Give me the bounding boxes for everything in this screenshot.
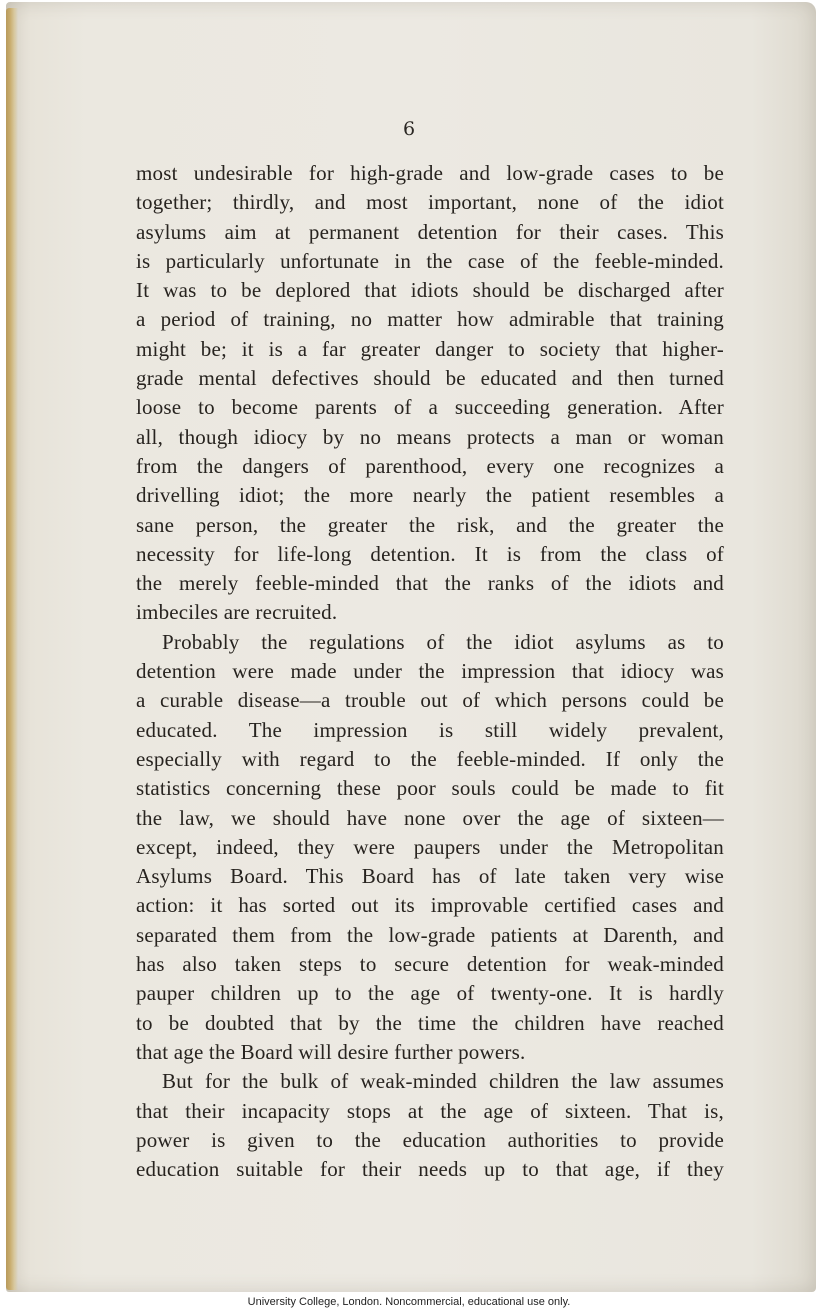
text-line: asylums aim at permanent detention for their cases. This — [136, 219, 724, 244]
copyright-footer: University College, London. Noncommercial, educational use only. — [247, 1296, 571, 1308]
text-line: educated. The impression is still widely prevalent, — [136, 717, 724, 742]
text-line: imbeciles are recruited. — [136, 600, 338, 625]
text-line: most undesirable for high-grade and low-grade cases to be — [136, 161, 724, 185]
text-line: separated them from the low-grade patients at Darenth, and — [136, 922, 724, 947]
text-line: education suitable for their needs up to that age, if they — [136, 1157, 724, 1182]
text-line: a period of training, no matter how admirable that training — [136, 307, 724, 332]
text-line: that their incapacity stops at the age of sixteen. That is, — [136, 1098, 724, 1123]
text-line: Probably the regulations of the idiot asylums as to — [162, 629, 724, 654]
paragraph-3 — [136, 1067, 724, 1184]
text-line: especially with regard to the feeble-minded. If only the — [136, 746, 724, 771]
text-line: might be; it is a far greater danger to society that higher- — [136, 336, 724, 361]
page-binding-edge — [6, 8, 18, 1290]
text-line: It was to be deplored that idiots should be discharged after — [136, 278, 724, 303]
text-line: the merely feeble-minded that the ranks of the idiots and — [136, 571, 724, 596]
paragraph-1 — [136, 159, 724, 628]
text-line: from the dangers of parenthood, every one recognizes a — [136, 453, 724, 478]
text-line: sane person, the greater the risk, and the greater the — [136, 512, 724, 537]
text-line: statistics concerning these poor souls could be made to fit — [136, 776, 724, 801]
text-line: action: it has sorted out its improvable certified cases and — [136, 893, 724, 918]
text-line: except, indeed, they were paupers under the Metropolitan — [136, 834, 724, 859]
text-line: a curable disease—a trouble out of which persons could be — [136, 688, 724, 713]
text-line: necessity for life-long detention. It is from the class of — [136, 541, 724, 566]
text-line: drivelling idiot; the more nearly the patient resembles a — [136, 483, 724, 508]
text-line: the law, we should have none over the age of sixteen— — [136, 805, 724, 830]
text-line: Asylums Board. This Board has of late taken very wise — [136, 864, 724, 889]
page-number: 6 — [402, 118, 416, 140]
text-line: is particularly unfortunate in the case of the feeble-minded. — [136, 248, 724, 273]
text-line: that age the Board will desire further powers. — [136, 1039, 526, 1064]
paragraph-2 — [136, 628, 724, 1067]
text-line: to be doubted that by the time the children have reached — [136, 1010, 724, 1035]
body-text — [136, 159, 724, 1184]
text-line: has also taken steps to secure detention for weak-minded — [136, 952, 724, 977]
text-line: But for the bulk of weak-minded children the law assumes — [162, 1069, 724, 1094]
text-line: detention were made under the impression that idiocy was — [136, 659, 724, 684]
text-line: together; thirdly, and most important, none of the idiot — [136, 190, 724, 215]
text-line: loose to become parents of a succeeding generation. After — [136, 395, 724, 420]
text-line: power is given to the education authorities to provide — [136, 1127, 724, 1152]
text-line: pauper children up to the age of twenty-one. It is hardly — [136, 981, 724, 1006]
text-line: all, though idiocy by no means protects a man or woman — [136, 424, 724, 449]
text-line: grade mental defectives should be educated and then turned — [136, 366, 724, 391]
